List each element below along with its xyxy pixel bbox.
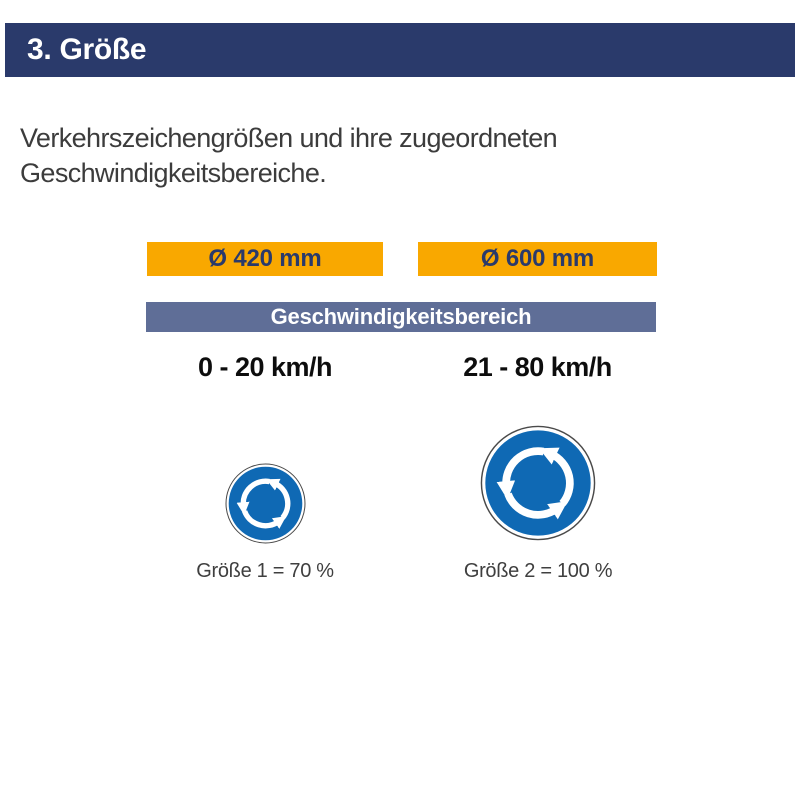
intro-line-2: Geschwindigkeitsbereiche. <box>20 158 327 188</box>
size1-caption: Größe 1 = 70 % <box>196 560 334 582</box>
section-header <box>5 23 795 77</box>
speed-range-band <box>146 302 656 332</box>
roundabout-sign-large-icon <box>480 425 596 541</box>
diameter-bar-600 <box>418 242 657 276</box>
size2-caption: Größe 2 = 100 % <box>463 560 613 582</box>
intro-line-1: Verkehrszeichengrößen und ihre zugeordneten <box>20 123 558 153</box>
speed-range-size2: 21 - 80 km/h <box>463 352 612 382</box>
diameter-label-600: Ø 600 mm <box>480 245 595 272</box>
diameter-bar-420 <box>147 242 383 276</box>
speed-range-band-label: Geschwindigkeitsbereich <box>270 304 532 329</box>
intro-text <box>20 121 740 191</box>
speed-range-size1: 0 - 20 km/h <box>197 352 333 382</box>
section-title: 3. Größe <box>27 33 147 66</box>
roundabout-sign-small-icon <box>225 463 306 544</box>
diameter-label-420: Ø 420 mm <box>208 245 322 272</box>
